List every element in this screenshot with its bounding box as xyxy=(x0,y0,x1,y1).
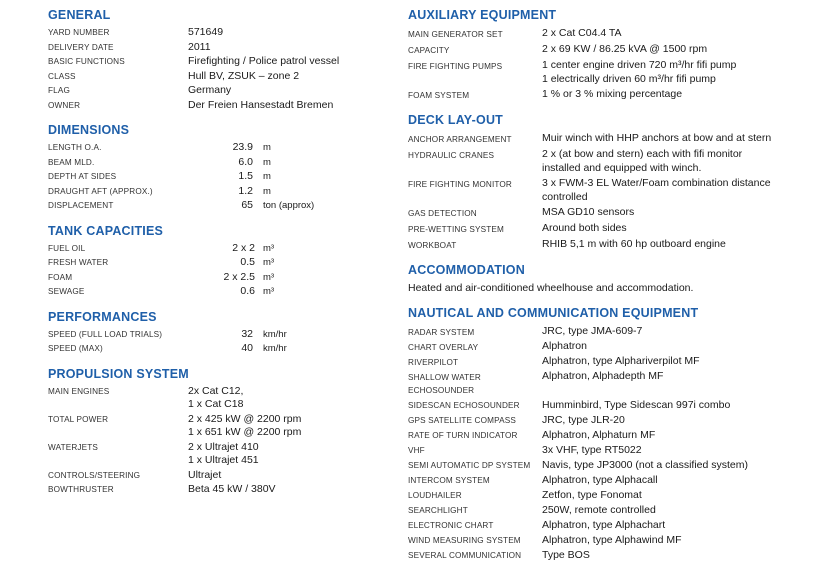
section-title-performances: PERFORMANCES xyxy=(48,309,157,324)
spec-value-line: JRC, type JMA-609-7 xyxy=(542,325,643,337)
spec-value-line: installed and equipped with winch. xyxy=(542,162,702,174)
spec-value: 2011 xyxy=(188,40,211,53)
spec-unit: m xyxy=(263,171,271,182)
spec-value: 1.5 xyxy=(238,170,253,182)
spec-row xyxy=(408,87,824,102)
section-title-propulsion-system: PROPULSION SYSTEM xyxy=(48,366,189,381)
spec-value-line: 2 x Ultrajet 410 xyxy=(188,440,259,453)
spec-value xyxy=(188,469,403,483)
spec-value xyxy=(542,533,822,547)
spec-row xyxy=(48,84,404,98)
spec-value-line: 2x Cat C12, xyxy=(188,384,244,397)
spec-label: MAIN GENERATOR SET xyxy=(408,29,503,39)
spec-row xyxy=(408,131,824,146)
spec-value-line: Beta 45 kW / 380V xyxy=(188,483,276,495)
section-general xyxy=(48,8,404,112)
spec-value xyxy=(542,26,822,40)
spec-value-line: 250W, remote controlled xyxy=(542,503,656,516)
spec-value xyxy=(188,385,403,412)
spec-row xyxy=(408,26,824,41)
spec-label: FOAM xyxy=(48,272,73,282)
spec-label: LENGTH O.A. xyxy=(48,143,102,152)
section-accommodation xyxy=(408,263,824,295)
spec-value-line: 2 x Cat C04.4 TA xyxy=(542,27,622,39)
section-deck-layout xyxy=(408,113,824,252)
spec-value xyxy=(542,398,822,412)
spec-row xyxy=(48,441,404,468)
spec-label: FRESH WATER xyxy=(48,258,109,267)
spec-value-line: controlled xyxy=(542,191,588,203)
spec-label: INTERCOM SYSTEM xyxy=(408,476,490,485)
spec-value-line: 2 x (at bow and stern) each with fifi monitor xyxy=(542,148,743,160)
spec-label: BEAM MLD. xyxy=(48,157,95,167)
spec-row xyxy=(48,170,404,184)
spec-value-line: Muir winch with HHP anchors at bow and at stern xyxy=(542,132,772,144)
right-column xyxy=(408,8,824,574)
spec-value-line: Alphatron, Alphaturn MF xyxy=(542,428,656,441)
spec-value xyxy=(542,458,822,472)
spec-label: CONTROLS/STEERING xyxy=(48,470,141,480)
spec-value-line: 2 x 425 kW @ 2200 rpm xyxy=(188,412,302,425)
spec-label: ANCHOR ARRANGEMENT xyxy=(408,134,512,144)
spec-row xyxy=(408,339,824,354)
spec-value xyxy=(188,413,403,440)
spec-value-line: 3x VHF, type RT5022 xyxy=(542,443,642,456)
spec-row xyxy=(408,428,824,443)
spec-label: WIND MEASURING SYSTEM xyxy=(408,536,521,545)
section-title-general: GENERAL xyxy=(48,8,111,22)
spec-value-line: RHIB 5,1 m with 60 hp outboard engine xyxy=(542,238,726,250)
section-auxiliary-equipment xyxy=(408,8,824,102)
spec-value-line: 1 x Ultrajet 451 xyxy=(188,454,259,466)
spec-value: Firefighting / Police patrol vessel xyxy=(188,55,340,67)
spec-row xyxy=(408,42,824,57)
spec-value-line: Alphatron, type Alphawind MF xyxy=(542,533,682,546)
spec-row xyxy=(408,413,824,428)
spec-label: DEPTH AT SIDES xyxy=(48,172,117,181)
section-title-auxiliary-equipment: AUXILIARY EQUIPMENT xyxy=(408,8,557,22)
spec-row xyxy=(408,458,824,473)
spec-value xyxy=(542,87,822,101)
section-title-dimensions: DIMENSIONS xyxy=(48,123,130,137)
spec-row xyxy=(48,342,404,356)
spec-row xyxy=(408,473,824,488)
spec-value-line: Navis, type JP3000 (not a classified system) xyxy=(542,458,749,471)
spec-label: SIDESCAN ECHOSOUNDER xyxy=(408,401,520,410)
spec-label: TOTAL POWER xyxy=(48,414,109,424)
spec-value-line: Ultrajet xyxy=(188,468,222,481)
spec-row xyxy=(48,413,404,440)
spec-unit: km/hr xyxy=(263,343,287,354)
spec-label: ELECTRONIC CHART xyxy=(408,521,494,530)
spec-label: CHART OVERLAY xyxy=(408,342,479,352)
spec-unit: km/hr xyxy=(263,328,287,340)
spec-label: DISPLACEMENT xyxy=(48,201,114,210)
spec-label: FUEL OIL xyxy=(48,243,86,253)
spec-value-line: Type BOS xyxy=(542,548,590,561)
spec-label: RADAR SYSTEM xyxy=(408,327,475,337)
spec-value-line: Zetfon, type Fonomat xyxy=(542,488,642,501)
section-dimensions xyxy=(48,123,404,213)
spec-value-line: 1 electrically driven 60 m³/hr fifi pump xyxy=(542,73,716,85)
spec-label: SHALLOW WATER ECHOSOUNDER xyxy=(408,372,481,395)
spec-row xyxy=(408,147,824,175)
spec-row xyxy=(408,503,824,518)
spec-value: Hull BV, ZSUK – zone 2 xyxy=(188,69,300,82)
spec-row xyxy=(408,324,824,339)
spec-value xyxy=(542,131,822,145)
spec-value: 0.6 xyxy=(240,285,255,297)
spec-unit: m³ xyxy=(263,242,275,254)
section-title-accommodation: ACCOMMODATION xyxy=(408,263,525,277)
spec-label: HYDRAULIC CRANES xyxy=(408,150,495,160)
spec-label: RATE OF TURN INDICATOR xyxy=(408,431,518,440)
spec-row xyxy=(48,256,404,270)
section-title-nautical-communication: NAUTICAL AND COMMUNICATION EQUIPMENT xyxy=(408,306,699,320)
accommodation-text: Heated and air-conditioned wheelhouse and accommodation. xyxy=(408,282,694,294)
spec-row xyxy=(408,398,824,413)
spec-row xyxy=(408,354,824,369)
spec-value xyxy=(542,518,822,532)
spec-value-line: Alphatron, type Alphariverpilot MF xyxy=(542,355,700,367)
spec-value: 65 xyxy=(241,199,253,211)
spec-label: RIVERPILOT xyxy=(408,357,459,367)
spec-value xyxy=(542,58,822,86)
spec-unit: ton (approx) xyxy=(263,200,315,211)
spec-value: Der Freien Hansestadt Bremen xyxy=(188,98,334,111)
spec-value xyxy=(542,205,822,219)
section-tank-capacities xyxy=(48,224,404,299)
spec-value xyxy=(542,324,822,338)
spec-value xyxy=(542,428,822,442)
spec-label: FIRE FIGHTING PUMPS xyxy=(408,61,503,71)
spec-value-line: 2 x 69 KW / 86.25 kVA @ 1500 rpm xyxy=(542,43,708,55)
spec-value-line: Alphatron, type Alphacall xyxy=(542,473,658,486)
spec-value: 23.9 xyxy=(232,141,253,153)
spec-label: WORKBOAT xyxy=(408,240,457,250)
spec-row xyxy=(48,469,404,483)
spec-value-line: Alphatron, Alphadepth MF xyxy=(542,370,664,382)
spec-label: SEARCHLIGHT xyxy=(408,506,468,515)
spec-label: PRE-WETTING SYSTEM xyxy=(408,224,504,234)
spec-value: 32 xyxy=(241,327,253,340)
spec-label: VHF xyxy=(408,446,425,455)
spec-unit: m xyxy=(263,156,271,168)
spec-value-line: Alphatron, type Alphachart xyxy=(542,518,666,531)
spec-value: 2 x 2 xyxy=(232,241,255,254)
spec-row xyxy=(48,185,404,199)
spec-value xyxy=(542,413,822,427)
spec-unit: m xyxy=(263,142,271,153)
spec-label: BASIC FUNCTIONS xyxy=(48,57,125,66)
spec-value: 6.0 xyxy=(238,155,253,168)
spec-value-line: JRC, type JLR-20 xyxy=(542,413,625,426)
spec-label: DRAUGHT AFT (APPROX.) xyxy=(48,186,153,196)
spec-label: GAS DETECTION xyxy=(408,208,477,218)
spec-value xyxy=(542,548,822,562)
section-nautical-communication xyxy=(408,306,824,563)
spec-label: FIRE FIGHTING MONITOR xyxy=(408,179,512,189)
spec-value-line: MSA GD10 sensors xyxy=(542,206,635,218)
spec-row xyxy=(408,443,824,458)
spec-label: SPEED (MAX) xyxy=(48,344,103,353)
spec-value: 2 x 2.5 xyxy=(223,270,255,283)
spec-value xyxy=(542,147,822,175)
spec-row xyxy=(408,369,824,398)
spec-unit: m³ xyxy=(263,286,275,297)
spec-label: BOWTHRUSTER xyxy=(48,485,114,494)
spec-row xyxy=(48,156,404,170)
spec-label: SEVERAL COMMUNICATION xyxy=(408,551,522,560)
spec-label: MAIN ENGINES xyxy=(48,386,110,396)
spec-row xyxy=(408,533,824,548)
spec-row xyxy=(408,518,824,533)
spec-value-line: 1 center engine driven 720 m³/hr fifi pump xyxy=(542,59,737,71)
spec-label: SEMI AUTOMATIC DP SYSTEM xyxy=(408,461,531,470)
spec-row xyxy=(48,199,404,213)
spec-value xyxy=(542,176,822,204)
spec-row xyxy=(408,176,824,204)
spec-value xyxy=(542,237,822,251)
left-margin xyxy=(0,0,44,558)
section-title-deck-layout: DECK LAY-OUT xyxy=(408,113,504,127)
spec-label: LOUDHAILER xyxy=(408,491,462,500)
spec-label: CAPACITY xyxy=(408,45,450,55)
spec-value xyxy=(542,443,822,457)
spec-row xyxy=(48,242,404,256)
spec-row xyxy=(408,548,824,563)
spec-row xyxy=(48,70,404,84)
spec-row xyxy=(48,41,404,55)
spec-label: WATERJETS xyxy=(48,442,99,452)
spec-value xyxy=(188,441,403,468)
section-performances xyxy=(48,310,404,356)
spec-label: SEWAGE xyxy=(48,287,85,296)
spec-value xyxy=(542,369,822,383)
spec-value xyxy=(542,221,822,235)
spec-row xyxy=(48,385,404,412)
spec-value: 571649 xyxy=(188,26,224,38)
spec-label: FLAG xyxy=(48,86,70,95)
spec-value: 40 xyxy=(241,342,253,354)
spec-value xyxy=(542,503,822,517)
spec-row xyxy=(408,221,824,236)
spec-value-line: 3 x FWM-3 EL Water/Foam combination distance xyxy=(542,177,771,189)
spec-label: SPEED (FULL LOAD TRIALS) xyxy=(48,329,163,339)
spec-value-line: Alphatron xyxy=(542,340,587,352)
spec-value-line: Humminbird, Type Sidescan 997i combo xyxy=(542,398,731,411)
spec-unit: m³ xyxy=(263,257,275,268)
spec-row xyxy=(48,55,404,69)
spec-row xyxy=(48,483,404,497)
spec-label: CLASS xyxy=(48,71,76,81)
spec-value xyxy=(542,488,822,502)
spec-unit: m xyxy=(263,185,271,197)
spec-label: FOAM SYSTEM xyxy=(408,90,470,100)
spec-row xyxy=(48,141,404,155)
spec-row xyxy=(48,328,404,342)
spec-value xyxy=(542,473,822,487)
left-column xyxy=(48,8,404,508)
spec-row xyxy=(408,205,824,220)
spec-label: YARD NUMBER xyxy=(48,28,110,37)
spec-value-line: 1 x Cat C18 xyxy=(188,398,244,410)
spec-label: OWNER xyxy=(48,100,81,110)
spec-label: GPS SATELLITE COMPASS xyxy=(408,416,516,425)
spec-value-line: 1 x 651 kW @ 2200 rpm xyxy=(188,426,302,438)
spec-row xyxy=(48,271,404,285)
spec-value: 0.5 xyxy=(240,256,255,268)
spec-row xyxy=(48,285,404,299)
spec-value xyxy=(188,483,403,497)
spec-row xyxy=(408,58,824,86)
spec-row xyxy=(48,26,404,40)
spec-row xyxy=(48,99,404,113)
spec-value-line: 1 % or 3 % mixing percentage xyxy=(542,88,683,100)
section-title-tank-capacities: TANK CAPACITIES xyxy=(48,223,164,238)
spec-value: Germany xyxy=(188,84,232,96)
spec-value xyxy=(542,354,822,368)
spec-unit: m³ xyxy=(263,271,275,283)
spec-row xyxy=(408,237,824,252)
spec-row xyxy=(408,488,824,503)
spec-value xyxy=(542,339,822,353)
spec-value: 1.2 xyxy=(238,184,253,197)
spec-label: DELIVERY DATE xyxy=(48,42,114,52)
spec-value xyxy=(542,42,822,56)
section-propulsion-system xyxy=(48,367,404,497)
spec-value-line: Around both sides xyxy=(542,222,627,234)
